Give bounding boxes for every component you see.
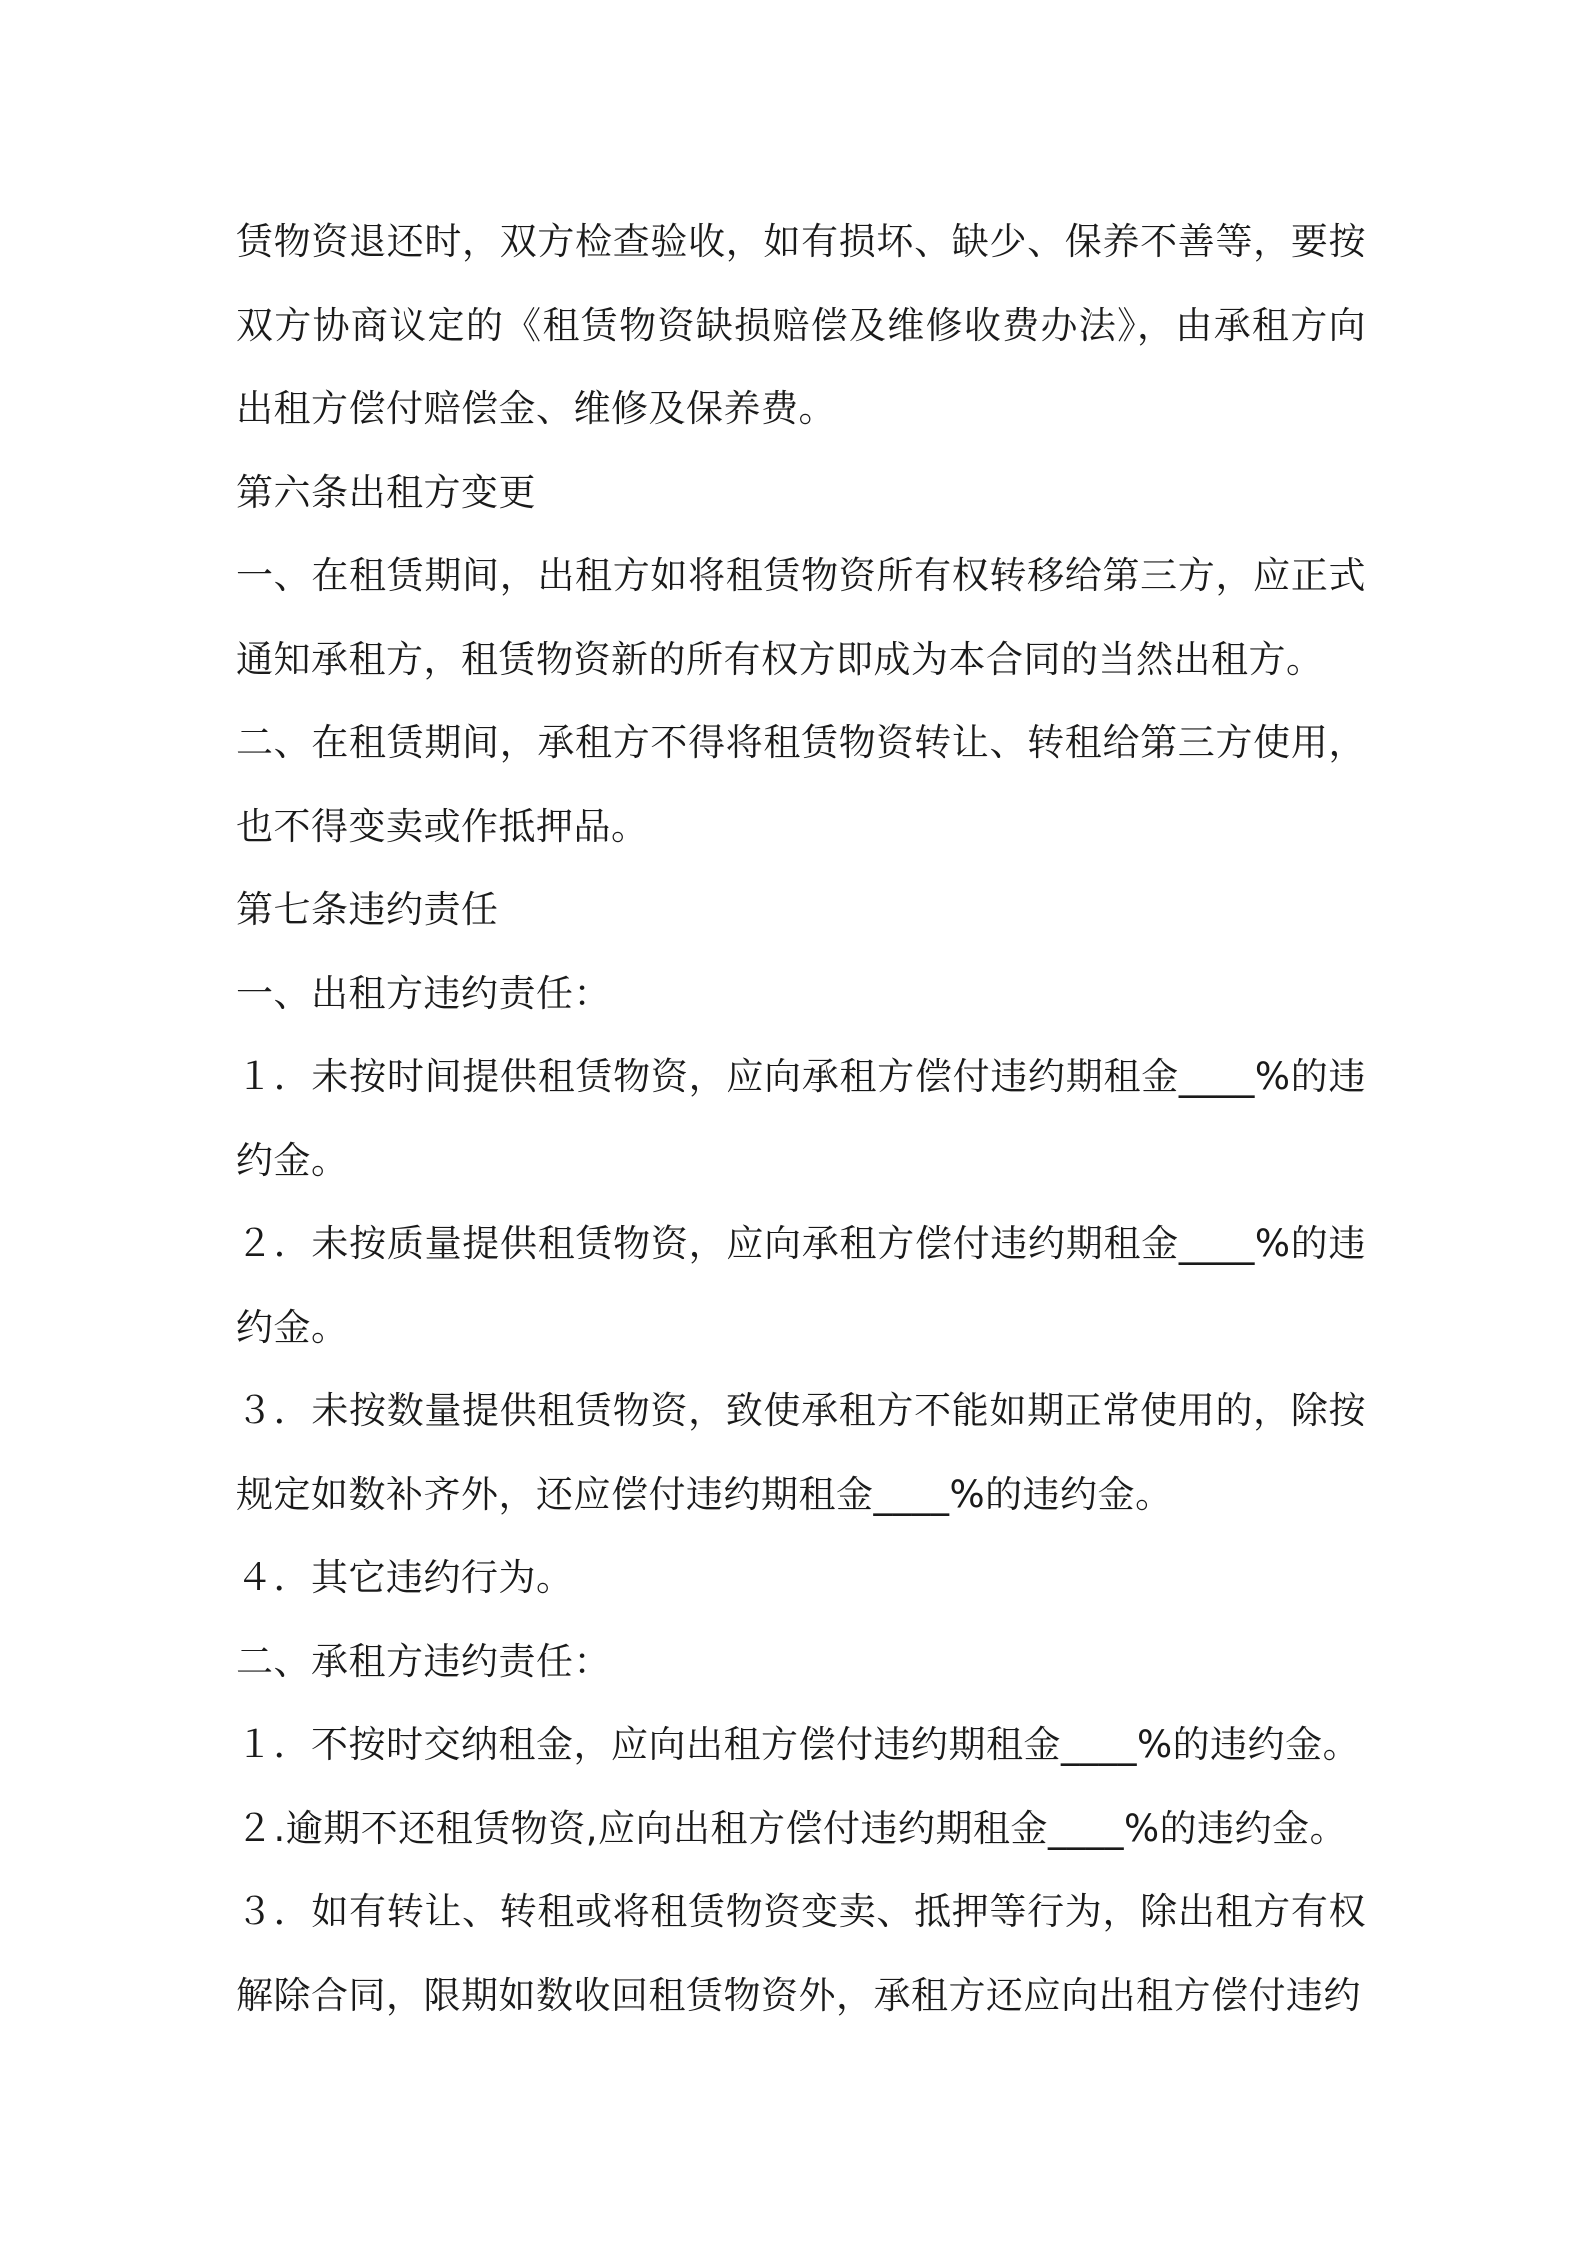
- paragraph-ownership-transfer: 一、在租赁期间，出租方如将租赁物资所有权转移给第三方，应正式通知承租方，租赁物资新的所有权方即成为本合同的当然出租方。: [236, 554, 1366, 681]
- heading-lessor-liability: 一、出租方违约责任：: [236, 971, 611, 1015]
- clause-lessor-4: ４．其它违约行为。: [236, 1556, 574, 1599]
- paragraph-return-inspection: 赁物资退还时，双方检查验收，如有损坏、缺少、保养不善等，要按双方协商议定的《租赁物资缺损赔偿及维修收费办法》，由承租方向出租方偿付赔偿金、维修及保养费。: [236, 220, 1366, 430]
- clause-lessee-1: １．不按时交纳租金，应向出租方偿付违约期租金____%的违约金。: [236, 1723, 1361, 1766]
- clause-lessor-3: ３．未按数量提供租赁物资，致使承租方不能如期正常使用的，除按规定如数补齐外，还应偿付违约期租金____%的违约金。: [236, 1389, 1366, 1516]
- clause-lessee-3: ３．如有转让、转租或将租赁物资变卖、抵押等行为，除出租方有权解除合同，限期如数收回租赁物资外，承租方还应向出租方偿付违约: [236, 1890, 1366, 2017]
- clause-lessee-2: ２.逾期不还租赁物资,应向出租方偿付违约期租金____%的违约金。: [236, 1806, 1348, 1850]
- clause-lessor-2: ２．未按质量提供租赁物资，应向承租方偿付违约期租金____%的违约金。: [236, 1222, 1366, 1349]
- heading-article-6: 第六条出租方变更: [236, 470, 536, 514]
- heading-article-7: 第七条违约责任: [236, 888, 499, 931]
- document-page: [236, 200, 1366, 2037]
- clause-lessor-1: １．未按时间提供租赁物资，应向承租方偿付违约期租金____%的违约金。: [236, 1055, 1366, 1182]
- heading-lessee-liability: 二、承租方违约责任：: [236, 1639, 611, 1683]
- paragraph-no-sublease: 二、在租赁期间，承租方不得将租赁物资转让、转租给第三方使用，也不得变卖或作抵押品。: [236, 721, 1366, 848]
